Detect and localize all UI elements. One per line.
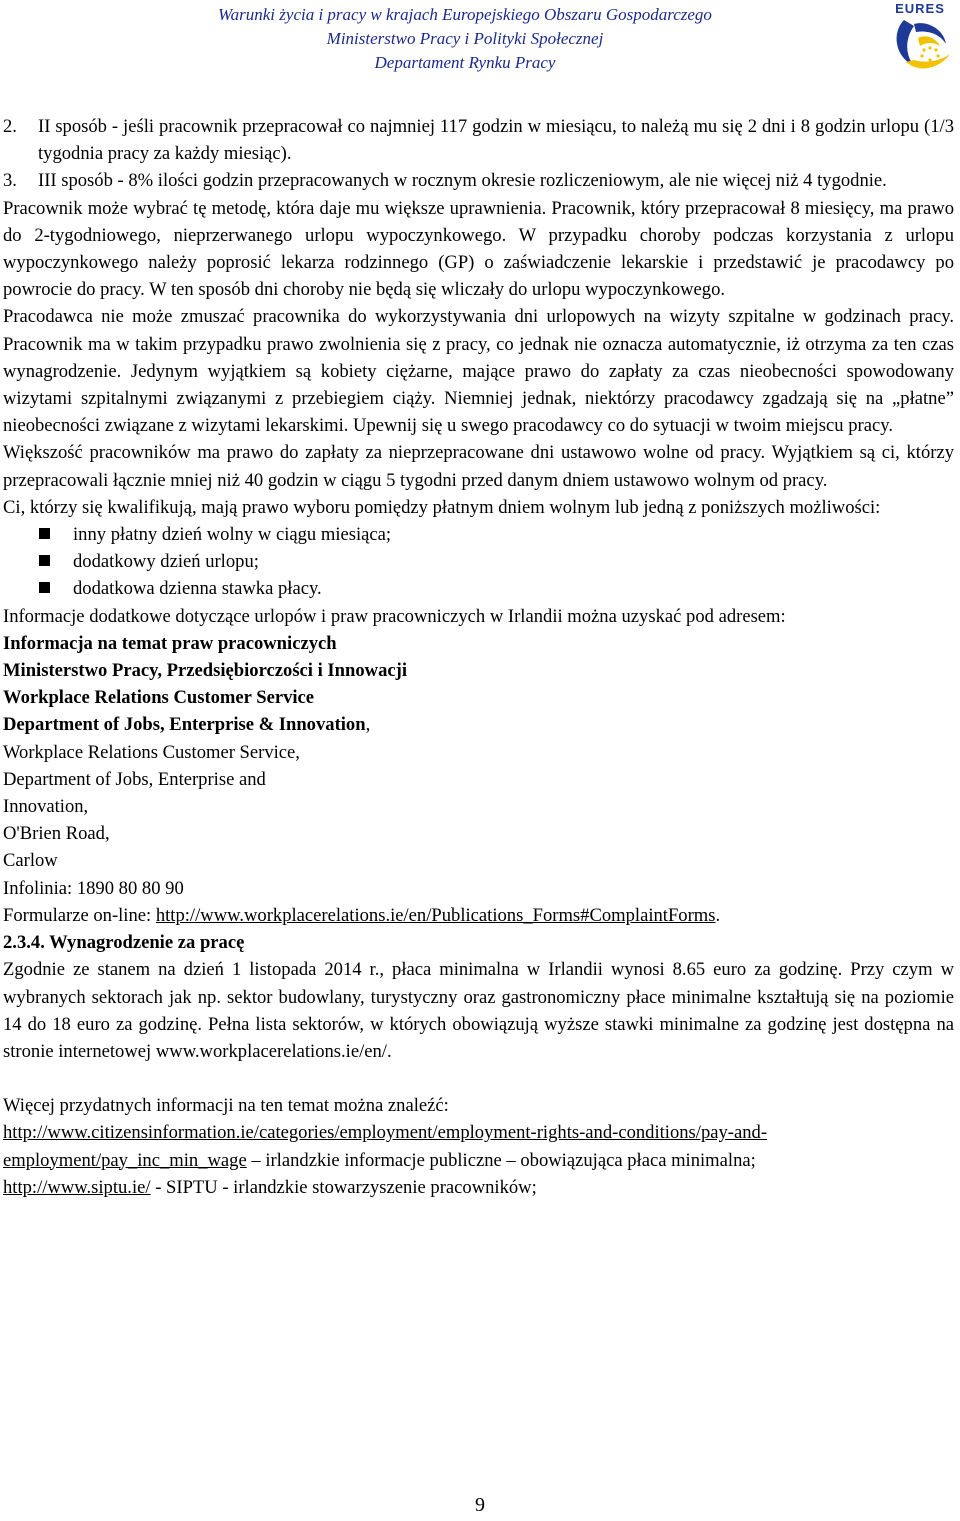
list-number: 2.	[3, 116, 17, 137]
list-item: dodatkowy dzień urlopu;	[3, 548, 954, 575]
list-item: inny płatny dzień wolny w ciągu miesiąca;	[3, 521, 954, 548]
eures-logo-icon	[884, 0, 956, 74]
more-info-text: Więcej przydatnych informacji na ten temat można znaleźć:	[3, 1095, 449, 1117]
header-line-1: Warunki życia i pracy w krajach Europejskiego Obszaru Gospodarczego	[218, 5, 712, 24]
siptu-link[interactable]: http://www.siptu.ie/	[3, 1176, 151, 1198]
link-2-line	[3, 1174, 954, 1201]
citizens-information-link[interactable]: http://www.citizensinformation.ie/categories/employment/employment-rights-and-conditions/pay-and-employment/pay_inc_min_wage	[3, 1122, 768, 1171]
paragraph-5: Informacje dodatkowe dotyczące urlopów i praw pracowniczych w Irlandii można uzyskać pod adresem:	[3, 605, 786, 627]
header-line-3: Departament Rynku Pracy	[374, 53, 556, 72]
address-line-4: O'Brien Road,	[3, 823, 110, 845]
address-line-1: Workplace Relations Customer Service,	[3, 741, 300, 763]
address-block	[3, 630, 954, 929]
header-text	[0, 3, 960, 75]
list-item-2	[3, 113, 954, 167]
paragraph-3: Większość pracowników ma prawo do zapłaty za nieprzepracowane dni ustawowo wolne od pracy. Wyjątkiem są ci, którzy przepracowali łącznie mniej niż 40 godzin w ciągu 5 tygodni przed danym dniem ustawowo wolnym od pracy.	[3, 442, 954, 491]
options-list	[3, 521, 954, 603]
list-item-3	[3, 167, 954, 194]
page-header	[0, 0, 960, 76]
paragraph-4: Ci, którzy się kwalifikują, mają prawo wyboru pomiędzy płatnym dniem wolnym lub jedną z poniższych możliwości:	[3, 496, 881, 518]
link-1-line	[3, 1119, 954, 1173]
address-bold-4-suffix: ,	[365, 714, 371, 736]
address-bold-4: Department of Jobs, Enterprise & Innovation	[3, 714, 366, 736]
document-body	[3, 113, 954, 1201]
list-item-text: II sposób - jeśli pracownik przepracował co najmniej 117 godzin w miesiącu, to należą mu się 2 dni i 8 godzin urlopu (1/3 tygodnia pracy za każdy miesiąc).	[38, 116, 954, 165]
section-paragraph: Zgodnie ze stanem na dzień 1 listopada 2014 r., płaca minimalna w Irlandii wynosi 8.65 euro za godzinę. Przy czym w wybranych sektorach jak np. sektor budowlany, turystyczny oraz gastronomiczny płace minimalne kształtują się na poziomie 14 do 18 euro za godzinę. Pełna lista sektorów, w których obowiązują wyższe stawki minimalne za godzinę jest dostępna na stronie internetowej www.workplacerelations.ie/en/.	[3, 959, 954, 1062]
list-item: dodatkowa dzienna stawka płacy.	[3, 575, 954, 602]
forms-label: Formularze on-line:	[3, 904, 156, 926]
address-bold-3: Workplace Relations Customer Service	[3, 687, 315, 709]
forms-suffix: .	[715, 904, 721, 926]
address-line-2: Department of Jobs, Enterprise and	[3, 768, 266, 790]
list-item-text: III sposób - 8% ilości godzin przepracowanych w rocznym okresie rozliczeniowym, ale nie więcej niż 4 tygodnie.	[38, 170, 887, 192]
spacer	[3, 1065, 954, 1092]
section-heading: 2.3.4. Wynagrodzenie za pracę	[3, 932, 245, 954]
paragraph-2: Pracodawca nie może zmuszać pracownika do wykorzystywania dni urlopowych na wizyty szpitalne w godzinach pracy. Pracownik ma w takim przypadku prawo zwolnienia się z pracy, co jednak nie oznacza automatycznie, iż otrzyma za ten czas wynagrodzenie. Jedynym wyjątkiem są kobiety ciężarne, mające prawo do zapłaty za czas nieobecności spowodowany wizytami szpitalnymi związanymi z przebiegiem ciąży. Niemniej jednak, niektórzy pracodawcy zgadzają się na „płatne” nieobecności związane z wizytami lekarskimi. Upewnij się u swego pracodawcy co do sytuacji w twoim miejscu pracy.	[3, 306, 954, 437]
eures-logo-text: EURES	[895, 1, 945, 16]
page-number: 9	[475, 1494, 485, 1516]
address-line-3: Innovation,	[3, 796, 89, 818]
list-number: 3.	[3, 170, 17, 192]
address-line-6: Infolinia: 1890 80 80 90	[3, 877, 184, 899]
link-2-description: - SIPTU - irlandzkie stowarzyszenie pracowników;	[150, 1176, 537, 1198]
link-1-description: – irlandzkie informacje publiczne – obowiązująca płaca minimalna;	[246, 1149, 756, 1171]
address-bold-4-line	[3, 711, 954, 738]
forms-line	[3, 902, 954, 929]
address-bold-1: Informacja na temat praw pracowniczych	[3, 632, 337, 654]
address-line-5: Carlow	[3, 850, 58, 872]
header-line-2: Ministerstwo Pracy i Polityki Społecznej	[326, 29, 604, 48]
address-bold-2: Ministerstwo Pracy, Przedsiębiorczości i Innowacji	[3, 660, 407, 682]
forms-link[interactable]: http://www.workplacerelations.ie/en/Publications_Forms#ComplaintForms	[155, 904, 716, 926]
paragraph-1: Pracownik może wybrać tę metodę, która daje mu większe uprawnienia. Pracownik, który przepracował 8 miesięcy, ma prawo do 2-tygodniowego, nieprzerwanego urlopu wypoczynkowego. W przypadku choroby podczas korzystania z urlopu wypoczynkowego należy poprosić lekarza rodzinnego (GP) o zaświadczenie lekarskie i przedstawić je pracodawcy po powrocie do pracy. W ten sposób dni choroby nie będą się wliczały do urlopu wypoczynkowego.	[3, 197, 954, 301]
